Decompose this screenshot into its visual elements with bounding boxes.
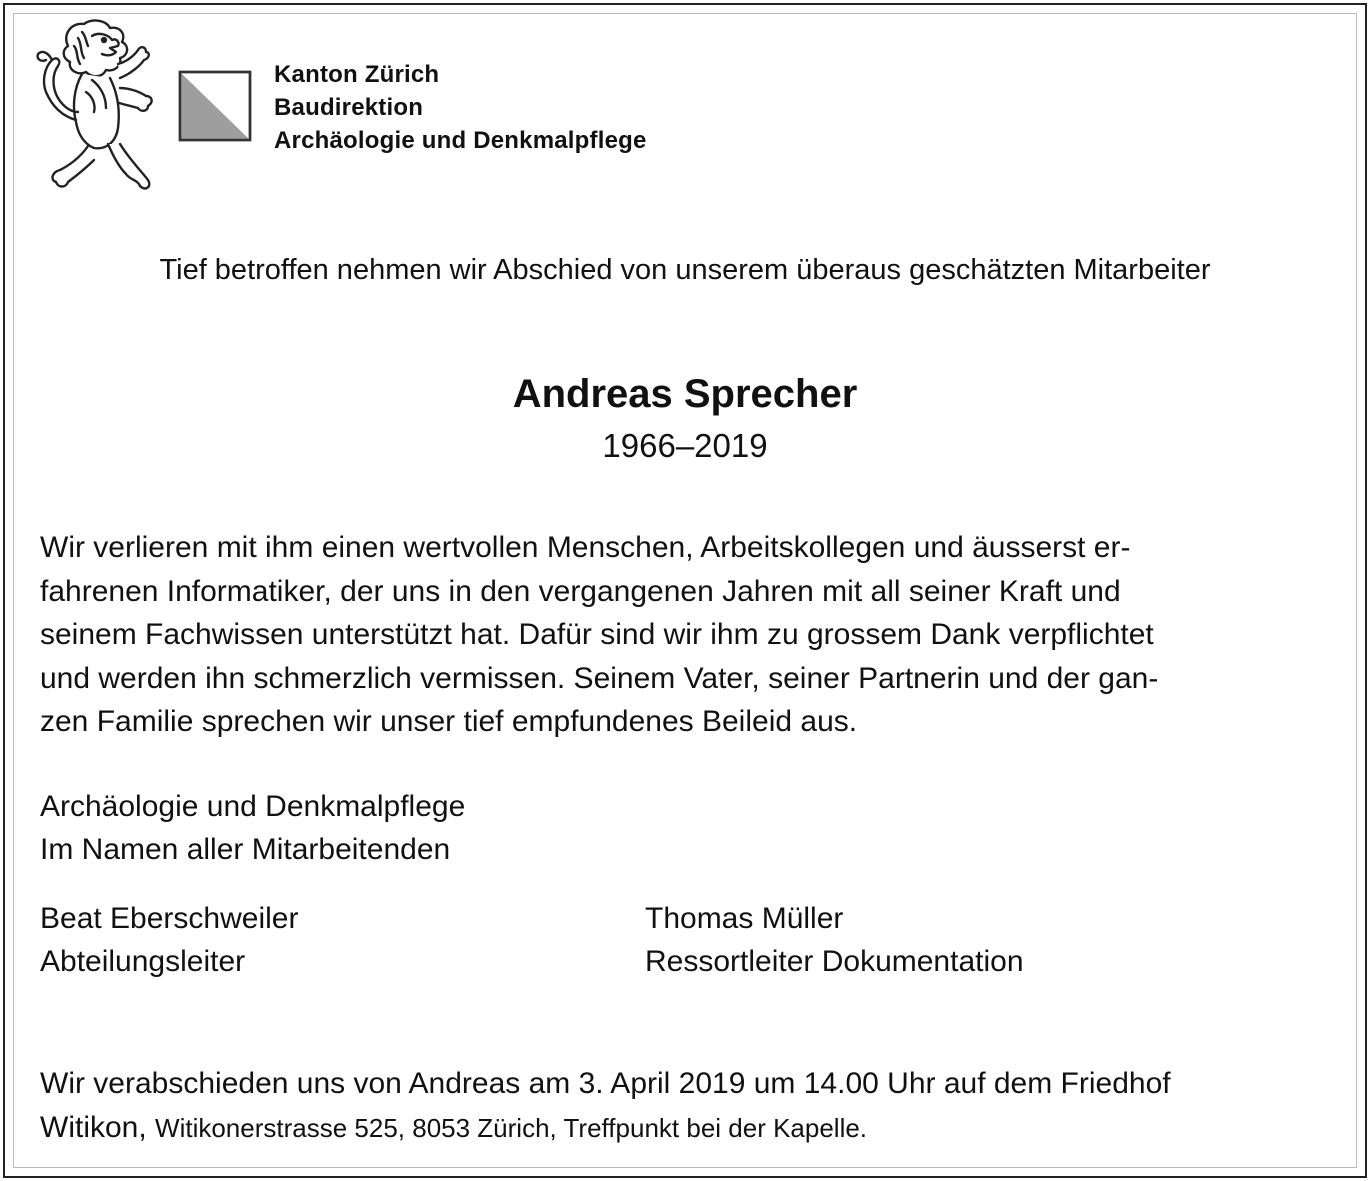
signatory-role: Ressortleiter Dokumentation	[645, 945, 1024, 978]
tribute-line: Wir verlieren mit ihm einen wertvollen Menschen, Arbeitskollegen und äusserst er-	[40, 531, 1131, 564]
signatory-right	[645, 897, 1024, 983]
signatory-role: Abteilungsleiter	[40, 945, 246, 978]
org-canton: Kanton Zürich	[274, 61, 440, 88]
funeral-location: Witikon,	[40, 1111, 147, 1144]
signature-organization	[40, 785, 465, 871]
zurich-lion-icon	[22, 16, 158, 198]
tribute-line: zen Familie sprechen wir unser tief empfundenes Beileid aus.	[40, 705, 858, 738]
intro-text: Tief betroffen nehmen wir Abschied von unserem überaus geschätzten Mitarbeiter	[159, 254, 1211, 286]
deceased-years: 1966–2019	[602, 427, 768, 464]
tribute-paragraph	[40, 526, 1320, 744]
tribute-line: fahrenen Informatiker, der uns in den vergangenen Jahren mit all seiner Kraft und	[40, 574, 1121, 608]
deceased-name: Andreas Sprecher	[512, 372, 858, 416]
funeral-line-1: Wir verabschieden uns von Andreas am 3. April 2019 um 14.00 Uhr auf dem Friedhof	[40, 1067, 1171, 1100]
signature-org-note: Im Namen aller Mitarbeitenden	[40, 833, 451, 866]
signatory-name: Thomas Müller	[645, 902, 844, 935]
funeral-address: Witikonerstrasse 525, 8053 Zürich, Treffpunkt bei der Kapelle.	[155, 1113, 868, 1143]
funeral-notice	[40, 1062, 1171, 1150]
org-department: Baudirektion	[274, 94, 424, 121]
zurich-shield-icon	[178, 70, 252, 142]
tribute-line: und werden ihn schmerzlich vermissen. Seinem Vater, seiner Partnerin und der gan-	[40, 661, 1159, 695]
tribute-line: seinem Fachwissen unterstützt hat. Dafür sind wir ihm zu grossem Dank verpflichtet	[40, 618, 1154, 651]
funeral-line-2	[40, 1106, 1171, 1150]
signatory-name: Beat Eberschweiler	[40, 902, 299, 935]
signatory-left	[40, 897, 298, 983]
org-office: Archäologie und Denkmalpflege	[274, 127, 647, 154]
organization-header	[274, 58, 647, 157]
signature-org-name: Archäologie und Denkmalpflege	[40, 790, 466, 823]
